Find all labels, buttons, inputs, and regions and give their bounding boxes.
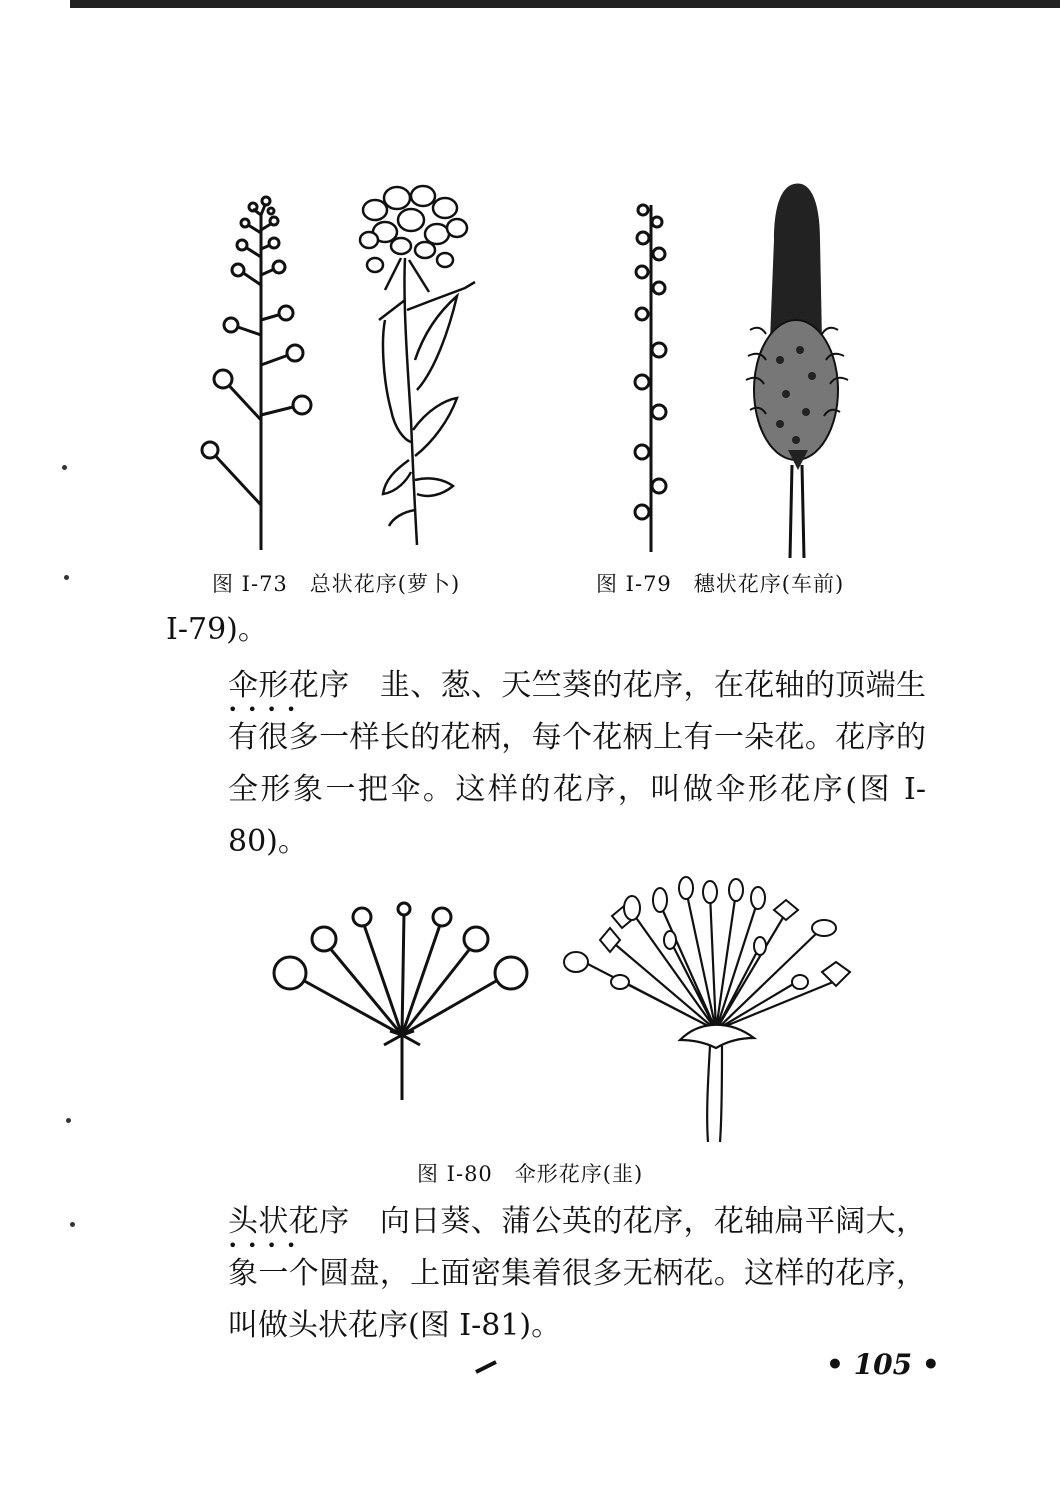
radish-raceme-illustration: [345, 180, 485, 550]
figure-I-79-caption: 图 I-79 穗状花序(车前): [596, 572, 845, 596]
head-term-text: 头状花序: [228, 1204, 350, 1239]
carry-over-line: [166, 604, 926, 656]
emphasis-dots: ••••: [228, 1236, 306, 1255]
scan-speck: [66, 1118, 71, 1123]
umbel-diagram: [270, 895, 535, 1105]
scan-speck: [70, 1222, 75, 1227]
scan-speck: [64, 575, 69, 580]
scan-mark: [474, 1360, 498, 1374]
raceme-diagram: [195, 185, 325, 555]
scan-speck: [62, 465, 67, 470]
page-number: • 105 •: [826, 1348, 940, 1381]
emphasis-dots: ••••: [228, 700, 306, 719]
spike-diagram: [615, 190, 675, 555]
umbel-term: [228, 668, 350, 719]
chive-umbel-illustration: [560, 880, 860, 1145]
head-term: [228, 1204, 350, 1255]
head-paragraph: [166, 1196, 926, 1352]
figure-I-80-caption: 图 I-80 伞形花序(韭): [417, 1162, 644, 1186]
umbel-term-text: 伞形花序: [228, 668, 350, 703]
carry-over-text: I-79)。: [166, 612, 268, 647]
umbel-body: 韭、葱、天竺葵的花序，在花轴的顶端生有很多一样长的花柄，每个花柄上有一朵花。花序的全形象一把伞。这样的花序，叫做伞形花序(图 I-80)。: [228, 668, 927, 859]
plantain-spike-illustration: [740, 180, 860, 560]
figure-I-73-caption: 图 I-73 总状花序(萝卜): [212, 572, 461, 596]
page-top-edge: [70, 0, 1060, 8]
head-body: 向日葵、蒲公英的花序，花轴扁平阔大，象一个圆盘，上面密集着很多无柄花。这样的花序，叫做头状花序(图 I-81)。: [228, 1204, 927, 1343]
umbel-paragraph: [166, 660, 926, 868]
